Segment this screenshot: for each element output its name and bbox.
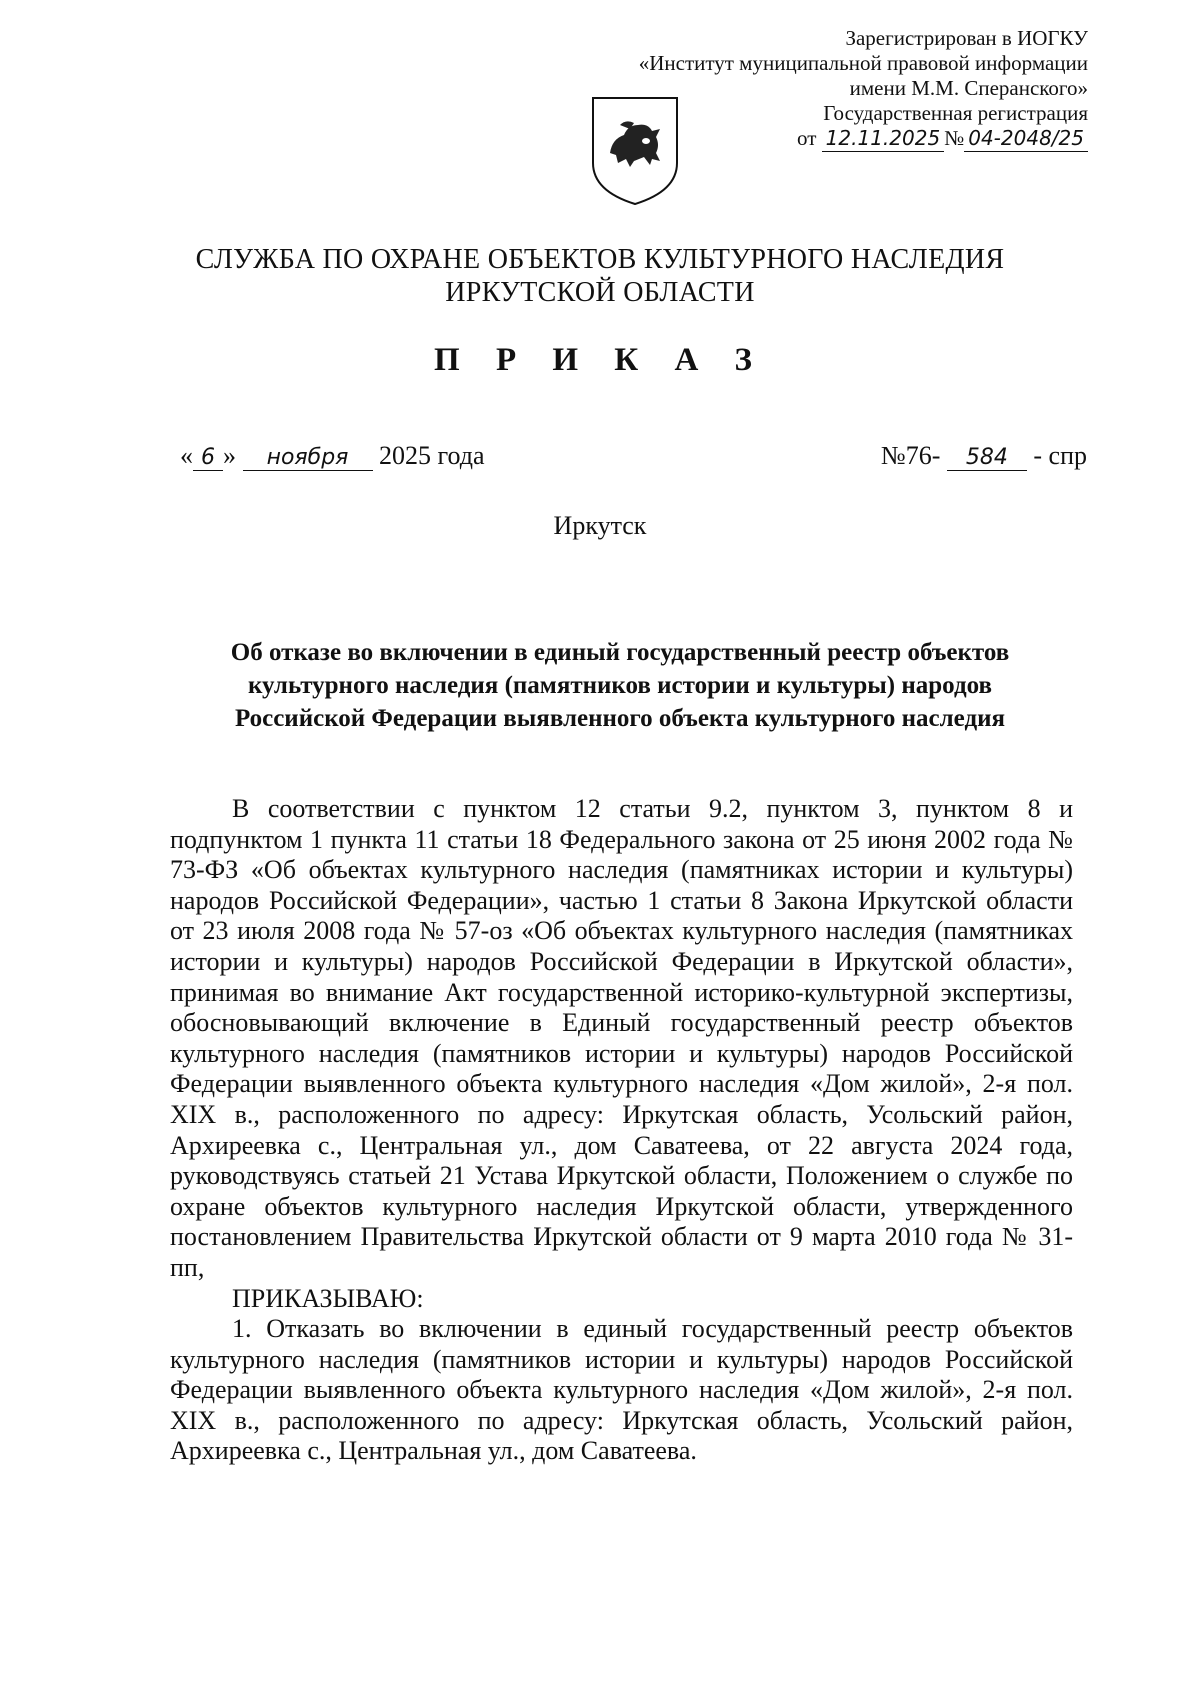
number-prefix: №76- xyxy=(880,441,941,470)
registration-line-2: «Институт муниципальной правовой информации xyxy=(638,51,1088,75)
registration-date-value: 12.11.2025 xyxy=(822,126,945,152)
registration-line-1: Зарегистрирован в ИОГКУ xyxy=(845,26,1088,50)
date-open-quote: « xyxy=(180,441,193,470)
registration-number-value: 04-2048/25 xyxy=(964,126,1088,152)
document-date xyxy=(180,441,485,471)
city: Иркутск xyxy=(553,511,647,540)
document-number xyxy=(881,441,1087,471)
date-month: ноября xyxy=(243,445,373,471)
heading-line-2: культурного наследия (памятников истории и культуры) народов xyxy=(247,672,992,699)
registration-date-prefix: от xyxy=(797,126,817,150)
preamble-paragraph: В соответствии с пунктом 12 статьи 9.2, пунктом 3, пунктом 8 и подпунктом 1 пункта 11 статьи 18 Федерального закона от 25 июня 2002 года № 73-ФЗ «Об объектах культурного наследия (памятниках истории и культуры) народов Российской Федерации», частью 1 статьи 8 Закона Иркутской области от 23 июля 2008 года № 57-оз «Об объектах культурного наследия (памятниках истории и культуры) народов Российской Федерации в Иркутской области», принимая во внимание Акт государственной историко-культурной экспертизы, обосновывающий включение в Единый государственный реестр объектов культурного наследия (памятников истории и культуры) народов Российской Федерации выявленного объекта культурного наследия «Дом жилой», 2-я пол. XIX в., расположенного по адресу: Иркутская область, Усольский район, Архиреевка с., Центральная ул., дом Саватеева, от 22 августа 2024 года, руководствуясь статьей 21 Устава Иркутской области, Положением о службе по охране объектов культурного наследия Иркутской области, утвержденного постановлением Правительства Иркутской области от 9 марта 2010 года № 31-пп, xyxy=(170,794,1073,1282)
date-year: 2025 года xyxy=(379,441,485,470)
date-day: 6 xyxy=(193,445,223,471)
irkutsk-coat-of-arms-icon xyxy=(590,95,680,207)
document-heading xyxy=(160,636,1080,735)
number-suffix: - спр xyxy=(1033,441,1087,470)
order-word: ПРИКАЗЫВАЮ: xyxy=(232,1283,424,1313)
registration-line-4: Государственная регистрация xyxy=(823,101,1088,125)
document-body xyxy=(170,794,1073,1467)
heading-line-1: Об отказе во включении в единый государственный реестр объектов xyxy=(230,639,1010,666)
organization-name xyxy=(0,243,1200,309)
organization-line-1: СЛУЖБА ПО ОХРАНЕ ОБЪЕКТОВ КУЛЬТУРНОГО НАСЛЕДИЯ xyxy=(195,244,1005,275)
heading-line-3: Российской Федерации выявленного объекта культурного наследия xyxy=(234,705,1006,732)
document-type: П Р И К А З xyxy=(434,342,766,378)
number-value: 584 xyxy=(947,445,1027,471)
organization-line-2: ИРКУТСКОЙ ОБЛАСТИ xyxy=(445,277,755,308)
date-close-quote: » xyxy=(223,441,236,470)
order-item-1: 1. Отказать во включении в единый государственный реестр объектов культурного наследия (памятников истории и культуры) народов Российской Федерации выявленного объекта культурного наследия «Дом жилой», 2-я пол. XIX в., расположенного по адресу: Иркутская область, Усольский район, Архиреевка с., Центральная ул., дом Саватеева. xyxy=(170,1314,1073,1466)
registration-line-3: имени М.М. Сперанского» xyxy=(849,76,1088,100)
registration-number-prefix: № xyxy=(944,126,965,150)
